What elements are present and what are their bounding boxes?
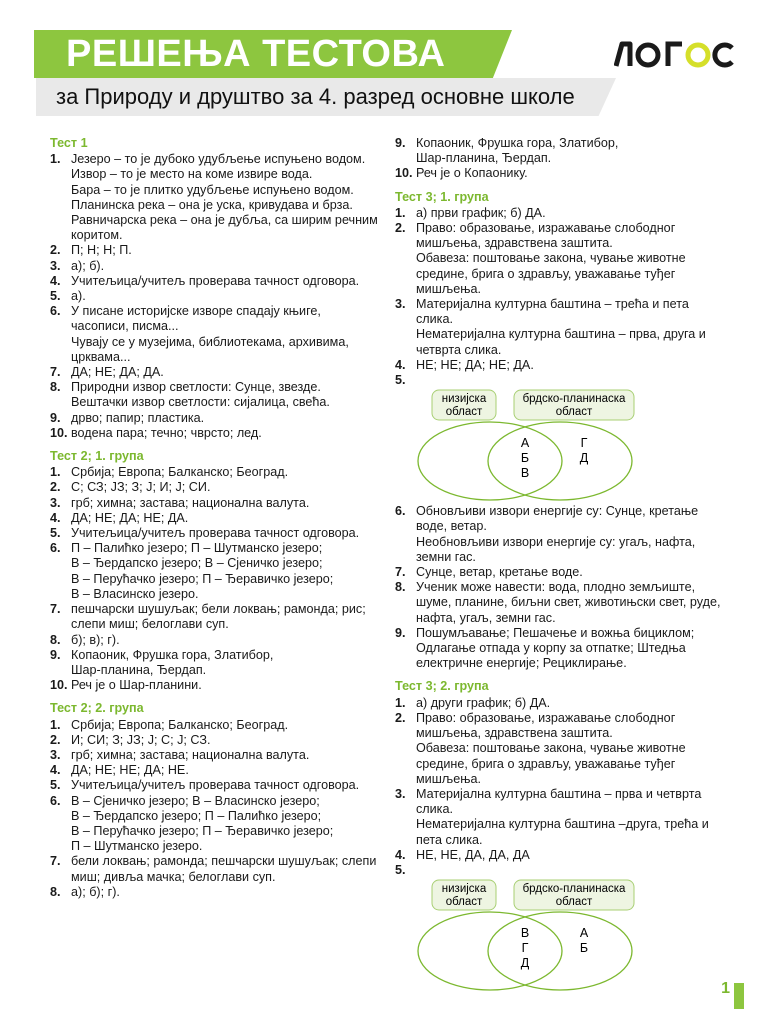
answer-line: НЕ, НЕ, ДА, ДА, ДА [416,847,530,862]
answer-text [71,259,380,274]
answer-text [71,365,380,380]
answer-item [50,365,380,380]
answer-item [395,696,725,711]
right-column [395,136,725,994]
answer-line: а) други график; б) ДА. [416,695,551,710]
answer-text [416,504,725,565]
answer-line: водена пара; течно; чврсто; лед. [71,425,262,440]
venn-right-circle [488,422,632,500]
answer-item [395,221,725,297]
answer-line: Шар-планина, Ђердап. [71,662,207,677]
answer-number: 1. [50,717,61,732]
answer-number: 10. [50,425,68,440]
answer-line: грб; химна; застава; национална валута. [71,495,310,510]
answer-text [416,711,725,787]
answer-number: 3. [50,258,61,273]
answer-text [71,496,380,511]
answer-line: Пошумљавање; Пешачење и вожња бициклом; Одлагање отпада у корпу за отпатке; Штедња електричне енергије; Рециклирање. [416,625,695,671]
answer-text [416,580,725,626]
answer-line: Учитељица/учитељ проверава тачност одговора. [71,778,360,793]
answer-text [71,854,380,884]
page-number: 1 [721,980,730,997]
answer-number: 6. [395,504,406,519]
answer-text [71,465,380,480]
answer-line: ДА; НЕ; НЕ; ДА; НЕ. [71,763,189,778]
venn-left-circle [418,912,562,990]
answer-number: 8. [395,580,406,595]
answer-line: Србија; Европа; Балканско; Београд. [71,717,289,732]
answer-list [50,465,380,693]
answer-line: Равничарска река – она је дубља, са ширим речним коритом. [71,213,378,243]
answer-text [416,626,725,672]
answer-line: Учитељица/учитељ проверава тачност одговора. [71,273,360,288]
answer-text [71,411,380,426]
answer-text [71,648,380,678]
answer-item [395,863,725,878]
venn-right-label: брдско-планинаска [522,393,626,406]
answer-text [71,602,380,632]
answer-item [50,426,380,441]
answer-text [416,373,725,388]
answer-list [395,504,725,671]
answer-number: 3. [395,786,406,801]
answer-number: 4. [50,763,61,778]
venn-diagram [416,878,666,992]
answer-item [50,885,380,900]
answer-line: В – Власинско језеро. [71,586,199,601]
answer-item [395,787,725,848]
answer-item [50,511,380,526]
answer-line: В – Перућачко језеро; П – Ђеравичко језеро; [71,823,334,838]
venn-left-label: низијска [441,393,487,406]
answer-text [71,748,380,763]
answer-text [71,426,380,441]
answer-number: 4. [50,510,61,525]
venn-intersection-item: А [520,436,530,451]
section-heading: Тест 1 [50,136,88,150]
answer-text [71,885,380,900]
answer-line: Чувају се у музејима, библиотекама, архивима, црквама... [71,334,349,364]
answer-line: Обновљиви извори енергије су: Сунце, кретање воде, ветар. [416,504,699,534]
answer-text [71,733,380,748]
answer-number: 1. [395,695,406,710]
answer-item [50,633,380,648]
answer-line: Обавеза: поштовање закона, чување животне средине, брига о здрављу, уважавање туђег мишљења. [416,251,686,296]
answer-text [416,848,725,863]
answer-item [50,274,380,289]
answer-item [50,465,380,480]
answer-line: Шар-планина, Ђердап. [416,151,552,166]
answer-item [395,504,725,565]
answer-line: грб; химна; застава; национална валута. [71,747,310,762]
answer-number: 4. [50,273,61,288]
answer-text [71,243,380,258]
answer-line: Вештачки извор светлости: сијалица, свећа. [71,395,330,410]
answer-number: 9. [50,410,61,425]
answer-text [71,763,380,778]
answer-item [50,243,380,258]
answer-number: 9. [395,136,406,150]
answer-line: Право: образовање, изражавање слободног мишљења, здравствена заштита. [416,221,676,251]
answer-text [71,274,380,289]
answer-list [50,152,380,441]
answer-number: 10. [50,678,68,693]
page-subtitle: за Природу и друштво за 4. разред основне школе [56,84,575,109]
answer-line: Србија; Европа; Балканско; Београд. [71,465,289,480]
answer-text [416,297,725,358]
answer-number: 4. [395,847,406,862]
answer-line: ДА; НЕ; ДА; НЕ; ДА. [71,510,189,525]
answer-line: пешчарски шушуљак; бели локвањ; рамонда; рис; слепи миш; белоглави суп. [71,602,366,632]
answer-line: Језеро – то је дубоко удубљење испуњено водом. [71,152,366,167]
page-title: РЕШЕЊА ТЕСТОВА [66,33,446,75]
answer-item [395,358,725,373]
answer-item [50,496,380,511]
answer-line: Нематеријална културна баштина –друга, трећа и пета слика. [416,817,709,847]
answer-number: 4. [395,357,406,372]
answer-number: 7. [50,602,61,617]
venn-intersection-item: Д [520,956,530,971]
answer-text [416,221,725,297]
answer-text [416,136,725,166]
venn-right-item: А [579,926,589,941]
answer-line: В – Перућачко језеро; П – Ђеравичко језеро; [71,571,334,586]
answer-item [50,304,380,365]
answer-number: 3. [50,747,61,762]
answer-line: Право: образовање, изражавање слободног мишљења, здравствена заштита. [416,710,676,741]
answer-number: 9. [50,647,61,662]
answer-number: 2. [50,480,61,495]
answer-number: 2. [395,710,406,725]
venn-diagram [416,388,666,502]
answer-number: 10. [395,166,413,181]
answer-line: Материјална културна баштина – трећа и пета слика. [416,297,689,327]
answer-line: Реч је о Копаонику. [416,166,528,181]
answer-line: У писане историјске изворе спадају књиге, часописи, писма... [71,304,321,334]
answer-line: Природни извор светлости: Сунце, звезде. [71,380,321,395]
answer-item [395,136,725,166]
answer-line: Извор – то је место на коме извире вода. [71,167,313,182]
answer-number: 1. [395,205,406,220]
answer-line: НЕ; НЕ; ДА; НЕ; ДА. [416,357,534,372]
answer-text [71,778,380,793]
section-heading: Тест 2; 1. група [50,449,144,464]
answer-list [395,136,725,182]
answer-item [395,626,725,672]
answer-line: Нематеријална културна баштина – прва, друга и четврта слика. [416,327,706,357]
answer-number: 5. [50,526,61,541]
answer-number: 7. [50,365,61,380]
answer-item [395,848,725,863]
answer-number: 3. [50,495,61,510]
answer-line: С; СЗ; ЈЗ; З; Ј; И; Ј; СИ. [71,480,211,495]
answer-number: 1. [50,465,61,480]
answer-text [71,304,380,365]
answer-line: Копаоник, Фрушка гора, Златибор, [71,647,274,662]
answer-line: а) први график; б) ДА. [416,205,546,220]
answer-text [416,358,725,373]
answer-line: б); в); г). [71,632,120,647]
answer-line: П; Н; Н; П. [71,243,132,258]
answer-number: 6. [50,541,61,556]
answer-text [71,289,380,304]
answer-list [50,718,380,900]
answer-line: Обавеза: поштовање закона, чување животне средине, брига о здрављу, уважавање туђег мишљења. [416,741,686,786]
answer-number: 6. [50,793,61,808]
answer-line: Материјална културна баштина – прва и четврта слика. [416,786,702,817]
answer-item [50,380,380,410]
answer-item [395,580,725,626]
answer-number: 1. [50,152,61,167]
venn-left-label: област [445,896,483,909]
answer-item [50,854,380,884]
answer-number: 8. [50,632,61,647]
answer-line: Бара – то је плитко удубљење испуњено водом. [71,182,354,197]
answer-text [71,480,380,495]
answer-item [50,718,380,733]
answer-text [71,526,380,541]
venn-left-label: низијска [441,883,487,896]
answer-number: 8. [50,380,61,395]
answer-line: И; СИ; З; ЈЗ; Ј; С; Ј; СЗ. [71,732,211,747]
answer-list [395,696,725,878]
answer-line: а). [71,289,86,304]
answer-number: 7. [50,854,61,869]
venn-intersection-item: В [520,926,530,941]
answer-item [395,206,725,221]
answer-line: В – Сјеничко језеро; В – Власинско језеро; [71,793,320,808]
venn-right-label: област [555,406,593,419]
answer-number: 5. [50,778,61,793]
venn-right-label: област [555,896,593,909]
answer-list [395,206,725,388]
answer-text [71,152,380,243]
answer-line: а); б). [71,258,105,273]
answer-text [71,380,380,410]
answer-number: 5. [395,373,406,388]
answer-item [50,794,380,855]
answer-line: П – Палићко језеро; П – Шутманско језеро; [71,541,323,556]
answer-number: 9. [395,625,406,640]
answer-number: 5. [395,862,406,877]
answer-number: 2. [50,243,61,258]
answer-item [50,480,380,495]
answer-item [50,748,380,763]
answer-item [50,602,380,632]
answer-line: ДА; НЕ; ДА; ДА. [71,365,164,380]
answer-item [50,259,380,274]
venn-intersection-item: Г [521,941,529,956]
venn-left-circle [418,422,562,500]
answer-line: Планинска река – она је уска, кривудава и брза. [71,197,353,212]
answer-item [395,373,725,388]
answer-item [50,678,380,693]
venn-intersection-item: В [520,466,530,481]
answer-line: П – Шутманско језеро. [71,839,203,854]
answer-line: В – Ђердапско језеро; В – Сјеничко језеро; [71,556,323,571]
answer-line: Учитељица/учитељ проверава тачност одговора. [71,526,360,541]
venn-intersection-item: Б [520,451,530,466]
answer-line: а); б); г). [71,884,120,899]
answer-number: 8. [50,884,61,899]
answer-text [416,787,725,848]
answer-line: Необновљиви извори енергије су: угаљ, нафта, земни гас. [416,534,696,564]
answer-text [71,794,380,855]
answer-text [71,541,380,602]
answer-line: Ученик може навести: вода, плодно земљиште, шуме, планине, биљни свет, животињски свет, руде, нафта, угаљ, земни гас. [416,580,721,625]
answer-text [416,166,725,181]
page-number-bar [734,983,744,1009]
answer-text [71,678,380,693]
answer-text [416,863,725,878]
answer-number: 3. [395,297,406,312]
venn-right-item: Б [579,941,589,956]
answer-line: дрво; папир; пластика. [71,410,205,425]
venn-right-label: брдско-планинаска [522,883,626,896]
venn-right-circle [488,912,632,990]
answer-number: 2. [395,221,406,236]
answer-item [50,411,380,426]
answer-item [50,526,380,541]
section-heading: Тест 3; 1. група [395,189,489,204]
answer-item [50,763,380,778]
logos-logo [614,36,738,70]
answer-text [71,633,380,648]
left-column [50,136,380,900]
answer-item [50,152,380,243]
answer-text [416,565,725,580]
venn-right-item: Д [579,451,589,466]
answer-text [71,718,380,733]
answer-item [395,565,725,580]
answer-item [50,733,380,748]
answer-line: Реч је о Шар-планини. [71,678,202,693]
answer-line: В – Ђердапско језеро; П – Палићко језеро; [71,808,322,823]
answer-text [71,511,380,526]
answer-line: Копаоник, Фрушка гора, Златибор, [416,136,619,150]
venn-right-item: Г [580,436,588,451]
answer-item [50,648,380,678]
section-heading: Тест 3; 2. група [395,679,489,694]
answer-number: 7. [395,565,406,580]
answer-text [416,696,725,711]
answer-line: Сунце, ветар, кретање воде. [416,565,583,580]
answer-item [50,541,380,602]
answer-text [416,206,725,221]
answer-item [395,711,725,787]
answer-item [50,778,380,793]
answer-item [395,297,725,358]
answer-number: 6. [50,304,61,319]
answer-number: 5. [50,289,61,304]
answer-number: 2. [50,732,61,747]
section-heading: Тест 2; 2. група [50,701,144,716]
answer-item [50,289,380,304]
answer-line: бели локвањ; рамонда; пешчарски шушуљак; слепи миш; дивља мачка; белоглави суп. [71,854,377,884]
venn-left-label: област [445,406,483,419]
answer-item [395,166,725,181]
